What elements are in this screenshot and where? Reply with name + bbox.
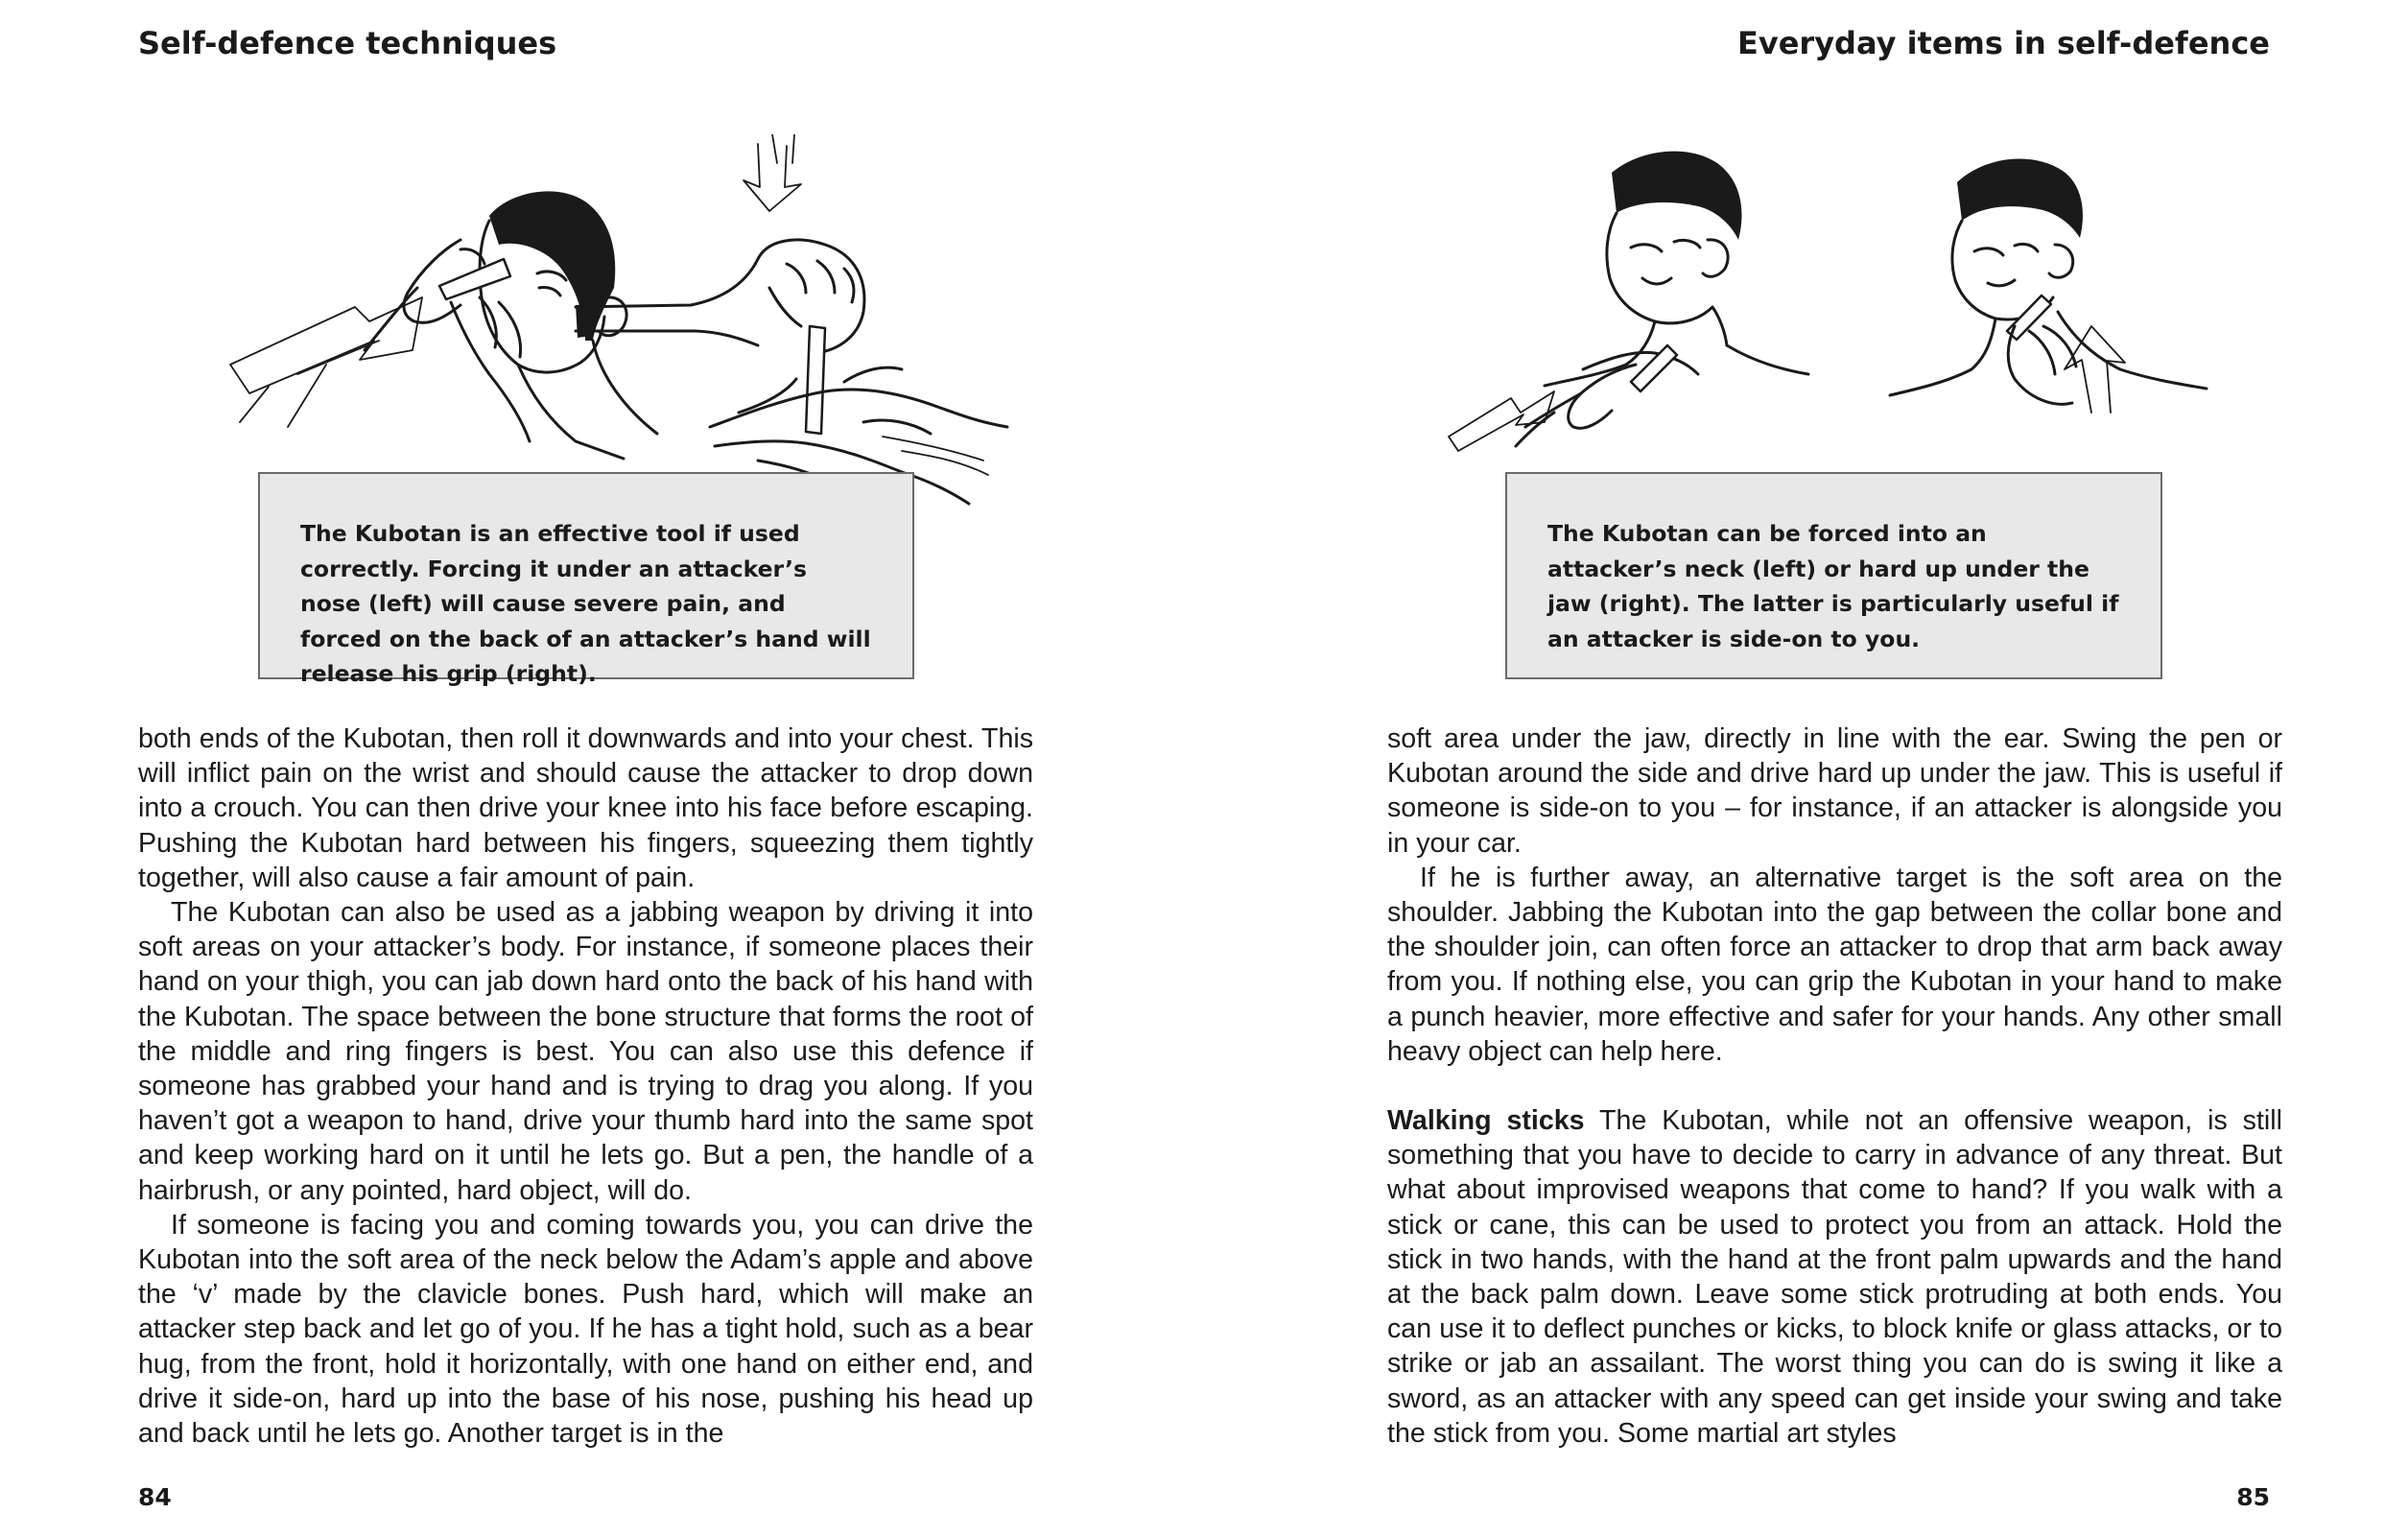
paragraph-right-1: soft area under the jaw, directly in line with the ear. Swing the pen or Kubotan around the side and drive hard up under the jaw. This is useful if someone is side-on to you – for instance, if an attacker is alongside you in your car. (1387, 723, 2282, 859)
kubotan-right (806, 326, 825, 434)
neck-target-figure (1449, 152, 1808, 451)
paragraph-right-2: If he is further away, an alternative target is the soft area on the shoulder. Jabbing the Kubotan into the gap between the collar bone and the shoulder join, can often force an attacker to drop that arm back away from you. If nothing else, you can grip the Kubotan in your hand to make a punch heavier, more effective and safer for your hands. Any other small heavy object can help here. (1387, 862, 2282, 1067)
jaw-target-figure (1890, 159, 2207, 414)
kubotan-neck-and-jaw-illustration (1420, 134, 2264, 508)
right-page (1204, 0, 2408, 1537)
paragraph-left-3: If someone is facing you and coming towards you, you can drive the Kubotan into the soft area of the neck below the Adam’s apple and above the ‘v’ made by the clavicle bones. Push hard, which will make an attacker step back and let go of you. If he has a tight hold, such as a bear hug, from the front, hold it horizontally, with one hand on either end, and drive it side-on, hard up into the base of his nose, pushing his head up and back until he lets go. Another target is in the (138, 1209, 1033, 1450)
caption-box-left (258, 472, 914, 687)
hand-grip-figure (576, 134, 1007, 504)
caption-left: The Kubotan is an effective tool if used correctly. Forcing it under an attacker’s nose (left) will cause severe pain, and forced on the back of an attacker’s hand will release his grip (right). (300, 520, 871, 687)
kubotan-jaw (2007, 296, 2051, 340)
paragraph-walking-sticks (1387, 1103, 2282, 1451)
kubotan-nose-and-hand-illustration (173, 134, 1017, 508)
section-text: The Kubotan, while not an offensive weapon, is still something that you have to decide to carry in advance of any threat. But what about improvised weapons that come to hand? If you walk with a stick or cane, this can be used to protect you from an attack. Hold the stick in two hands, with the hand at the front palm upwards and the hand at the back palm down. Leave some stick protruding at both ends. You can use it to deflect punches or kicks, to block knife or glass attacks, or to strike or jab an assailant. The worst thing you can do is swing it like a sword, as an attacker with any speed can get inside your swing and take the stick from you. Some martial art styles (1387, 1105, 2282, 1449)
body-text-right (1387, 721, 2282, 1451)
caption-right: The Kubotan can be forced into an attacker’s neck (left) or hard up under the jaw (right). The latter is particularly useful if an attacker is side-on to you. (1547, 520, 2119, 652)
running-head-left: Self-defence techniques (138, 25, 557, 61)
body-text-left (138, 721, 1033, 1451)
section-run-in-heading: Walking sticks (1387, 1105, 1585, 1137)
kubotan-left (439, 259, 510, 299)
paragraph-left-2: The Kubotan can also be used as a jabbing weapon by driving it into soft areas on your attacker’s body. For instance, if someone places their hand on your thigh, you can jab down hard onto the back of his hand with the Kubotan. The space between the bone structure that forms the root of the middle and ring fingers is best. You can also use this defence if someone has grabbed your hand and is trying to drag you along. If you haven’t got a weapon to hand, drive your thumb hard into the same spot and keep working hard on it until he lets go. But a pen, the handle of a hairbrush, or any pointed, hard object, will do. (138, 897, 1033, 1206)
page-number-left: 84 (138, 1483, 172, 1511)
caption-box-right (1505, 472, 2162, 679)
running-head-right: Everyday items in self-defence (1736, 25, 2270, 61)
paragraph-left-1: both ends of the Kubotan, then roll it downwards and into your chest. This will inflict pain on the wrist and should cause the attacker to drop down into a crouch. You can then drive your knee into his face before escaping. Pushing the Kubotan hard between his fingers, squeezing them tightly together, will also cause a fair amount of pain. (138, 723, 1033, 893)
head-profile-figure (230, 191, 657, 459)
page-number-right: 85 (2236, 1483, 2270, 1511)
